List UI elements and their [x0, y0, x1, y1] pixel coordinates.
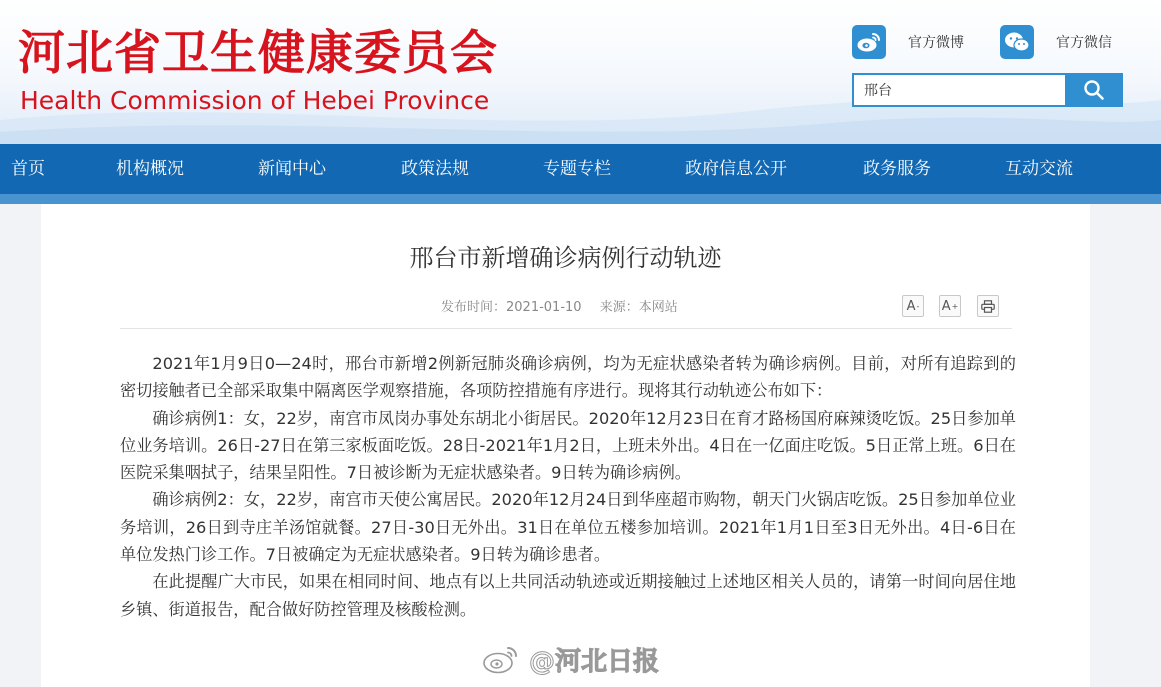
search-box — [852, 73, 1123, 107]
article-paragraph: 确诊病例2：女，22岁，南宫市天使公寓居民。2020年12月24日到华座超市购物，朝天门火锅店吃饭。25日参加单位业务培训，26日到寺庄羊汤馆就餐。27日-30日无外出。31日在单位五楼参加培训。2021年1月1日至3日无外出。4日-6日在单位发热门诊工作。7日被确定为无症状感染者。9日转为确诊患者。 — [120, 490, 1016, 565]
print-button[interactable] — [977, 295, 999, 317]
font-increase-button[interactable]: A + — [939, 295, 961, 317]
weibo-icon — [852, 25, 886, 59]
article-meta — [441, 298, 678, 318]
article-container — [41, 204, 1090, 687]
font-small-label: A — [906, 298, 916, 314]
watermark-text: @河北日报 — [529, 646, 660, 677]
article-title: 邢台市新增确诊病例行动轨迹 — [409, 244, 722, 272]
nav-item-services[interactable]: 政务服务 — [863, 159, 931, 179]
search-button[interactable] — [1065, 73, 1123, 107]
search-icon — [1083, 79, 1105, 101]
search-input[interactable] — [852, 73, 1065, 107]
wechat-label: 官方微信 — [1056, 35, 1112, 51]
site-subtitle: Health Commission of Hebei Province — [20, 86, 490, 115]
main-nav — [0, 144, 1161, 204]
weibo-link[interactable] — [852, 25, 964, 59]
article-paragraph: 2021年1月9日0—24时，邢台市新增2例新冠肺炎确诊病例，均为无症状感染者转为确诊病例。目前，对所有追踪到的密切接触者已全部采取集中隔离医学观察措施，各项防控措施有序进行。现将其行动轨迹公布如下： — [120, 354, 1016, 401]
nav-item-topics[interactable]: 专题专栏 — [543, 159, 611, 179]
article-paragraph: 在此提醒广大市民，如果在相同时间、地点有以上共同活动轨迹或近期接触过上述地区相关人员的，请第一时间向居住地乡镇、街道报告，配合做好防控管理及核酸检测。 — [120, 572, 1016, 619]
article-body — [120, 350, 1016, 623]
site-title[interactable]: 河北省卫生健康委员会 — [18, 26, 498, 81]
nav-item-home[interactable]: 首页 — [11, 159, 45, 179]
font-large-label: A — [941, 298, 951, 314]
nav-item-about[interactable]: 机构概况 — [116, 159, 184, 179]
wechat-link[interactable] — [1000, 25, 1112, 59]
watermark — [481, 641, 659, 677]
nav-item-policy[interactable]: 政策法规 — [401, 159, 469, 179]
weibo-label: 官方微博 — [908, 35, 964, 51]
article-paragraph: 确诊病例1：女，22岁，南宫市凤岗办事处东胡北小街居民。2020年12月23日在育才路杨国府麻辣烫吃饭。25日参加单位业务培训。26日-27日在第三家板面吃饭。28日-2021年1月2日，上班未外出。4日在一亿面庄吃饭。5日正常上班。6日在医院采集咽拭子，结果呈阳性。7日被诊断为无症状感染者。9日转为确诊病例。 — [120, 408, 1016, 483]
publish-date: 发布时间：2021-01-10 — [441, 300, 582, 315]
nav-item-gov-info[interactable]: 政府信息公开 — [685, 159, 787, 179]
article-source: 来源：本网站 — [599, 300, 678, 315]
wechat-icon — [1000, 25, 1034, 59]
site-header — [0, 0, 1161, 144]
print-icon — [981, 300, 995, 313]
font-decrease-button[interactable]: A - — [902, 295, 924, 317]
weibo-watermark-icon — [481, 643, 521, 675]
nav-item-interaction[interactable]: 互动交流 — [1005, 159, 1073, 179]
meta-divider — [120, 328, 1012, 329]
nav-item-news[interactable]: 新闻中心 — [258, 159, 326, 179]
